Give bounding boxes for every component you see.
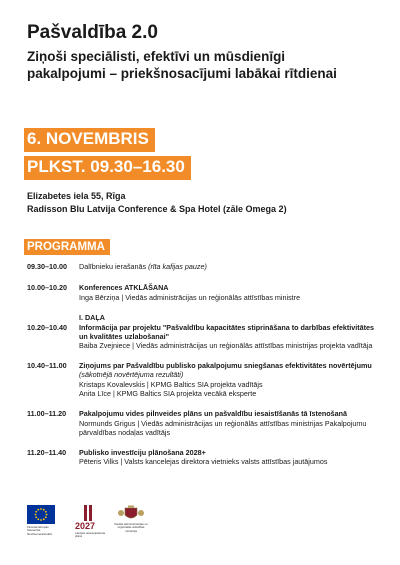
recovery-plan-caption: Latvijas atveseļošanas plāns	[75, 531, 106, 539]
eu-stars-icon	[27, 505, 55, 524]
agenda-section-title: I. DAĻA	[79, 313, 105, 323]
agenda-title: Konferences ATKLĀŠANA	[79, 283, 169, 293]
agenda-time	[27, 313, 79, 322]
agenda-note: (sākotnējā novērtējuma rezultāti)	[79, 370, 184, 380]
program-heading: PROGRAMMA	[24, 239, 110, 255]
agenda-item	[27, 409, 377, 437]
recovery-plan-year: 2027	[75, 521, 96, 531]
agenda-item	[27, 323, 377, 351]
agenda-section	[27, 313, 377, 322]
agenda-time: 10.20–10.40	[27, 322, 67, 332]
page-title: Pašvaldība 2.0	[27, 22, 158, 43]
agenda-title: Pakalpojumu vides pilnveides plāns un pašvaldību iesaistīšanās tā īstenošanā	[79, 409, 348, 419]
page-subtitle: Ziņoši speciālisti, efektīvi un mūsdienīgi pakalpojumi – priekšnosacījumi labākai rītdienai	[27, 49, 337, 81]
agenda-speaker: Baiba Zvejniece | Viedās administrācijas un reģionālās attīstības ministrijas projekta vadītāja	[79, 341, 373, 351]
agenda-speaker: Normunds Grigus | Viedās administrācijas un reģionālās attīstības ministrijas Pakalpojumu pārvaldības nodaļas vadītājs	[79, 418, 367, 438]
eu-caption: Finansē Eiropas Savienība NextGenerationEU	[27, 525, 53, 536]
agenda-title: Publisko investīciju plānošana 2028+	[79, 447, 206, 457]
eu-flag-icon	[27, 505, 55, 524]
agenda-speaker: Kristaps Kovalevskis | KPMG Baltics SIA projekta vadītājs	[79, 379, 263, 389]
agenda-item	[27, 448, 377, 467]
agenda-speaker: Anita Līce | KPMG Baltics SIA projekta vecākā eksperte	[79, 389, 257, 399]
coat-of-arms-icon	[113, 505, 149, 522]
agenda-item	[27, 361, 377, 399]
agenda-title: Ziņojums par Pašvaldību publisko pakalpojumu sniegšanas efektivitātes novērtējumu	[79, 360, 372, 370]
event-time-banner: PLKST. 09.30–16.30	[24, 156, 191, 180]
venue-block	[27, 190, 287, 216]
agenda-list	[27, 262, 377, 467]
sponsor-logos	[27, 505, 187, 545]
agenda-description: Dalībnieku ierašanās	[79, 262, 149, 271]
venue-name: Radisson Blu Latvija Conference & Spa Hotel (zāle Omega 2)	[27, 204, 287, 214]
recovery-plan-logo	[75, 505, 106, 541]
agenda-time: 10.00–10.20	[27, 283, 67, 293]
agenda-time: 09.30–10.00	[27, 262, 67, 271]
recovery-plan-mark-icon	[84, 505, 93, 521]
agenda-speaker: Inga Bērziņa | Viedās administrācijas un reģionālās attīstības ministre	[79, 292, 301, 302]
agenda-item	[27, 283, 377, 302]
event-date-banner: 6. NOVEMBRIS	[24, 128, 155, 152]
ministry-caption: Viedās administrācijas un reģionālās attīstības ministrija	[114, 522, 148, 533]
agenda-time: 11.20–11.40	[27, 447, 67, 457]
agenda-time: 10.40–11.00	[27, 360, 67, 370]
venue-address: Elizabetes iela 55, Rīga	[27, 191, 126, 201]
agenda-note: (rīta kafijas pauze)	[148, 262, 207, 271]
ministry-logo	[113, 505, 149, 535]
agenda-item	[27, 262, 377, 271]
agenda-time: 11.00–11.20	[27, 409, 67, 419]
agenda-title: Informācija par projektu "Pašvaldību kapacitātes stiprināšana to darbības efektivitātes un kvalitātes uzlabošanai"	[79, 322, 375, 342]
agenda-speaker: Pēteris Vilks | Valsts kancelejas direktora vietnieks valsts attīstības jautājumos	[79, 457, 328, 467]
